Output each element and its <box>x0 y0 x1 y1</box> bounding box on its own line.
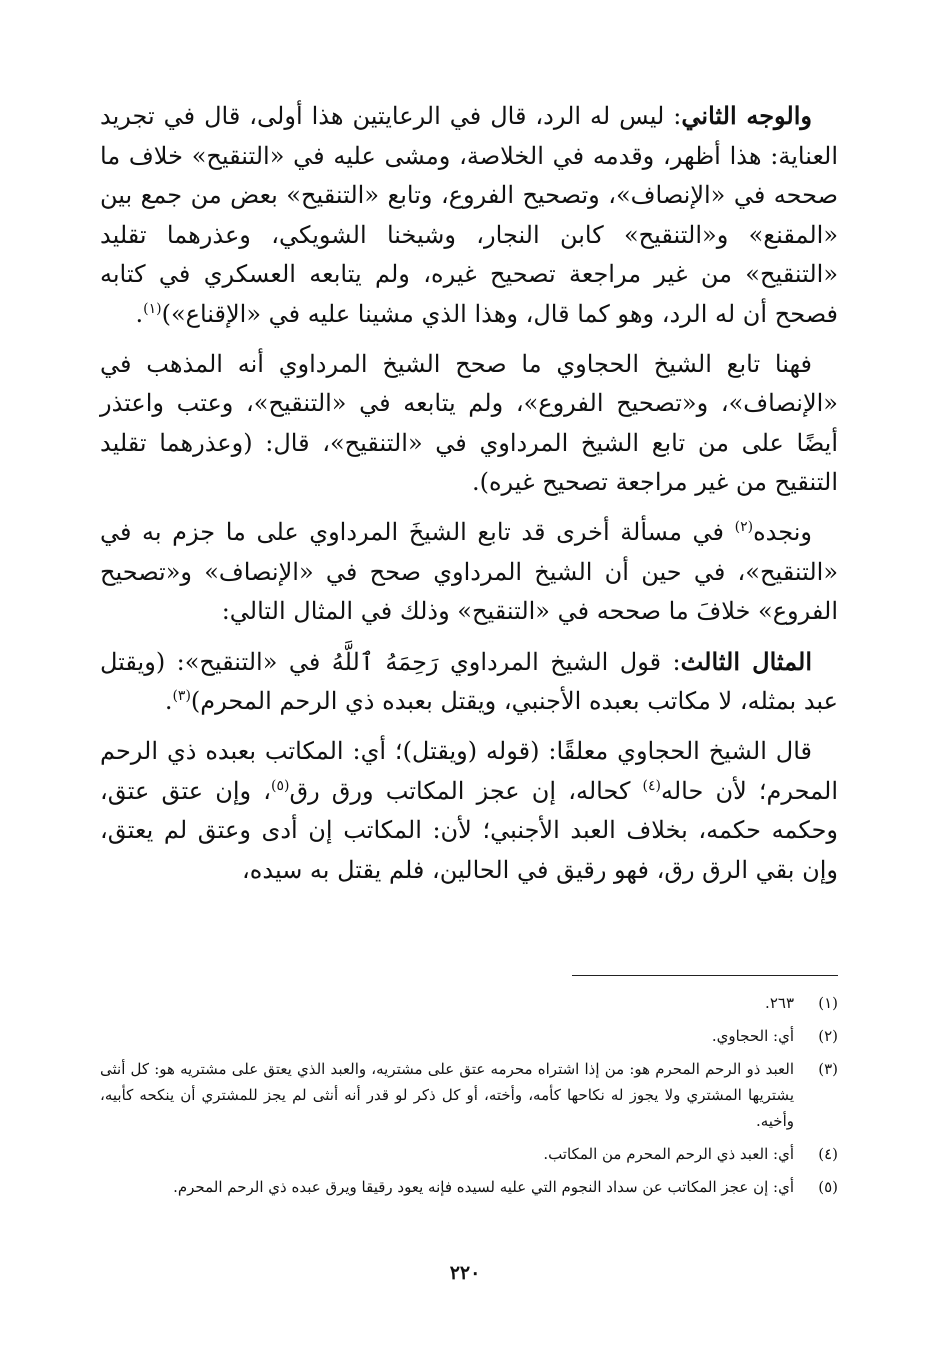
footnote-number: (٣) <box>818 1060 838 1078</box>
footnote-text: أي: إن عجز المكاتب عن سداد النجوم التي عليه لسيده فإنه يعود رقيقا ويرق عبده ذي الرحم المحرم. <box>173 1178 794 1196</box>
page-number: ٢٢٠ <box>449 1262 481 1284</box>
footnote-reference: (٣) <box>172 688 191 705</box>
paragraph-tail: . <box>135 299 144 328</box>
footnote-number: (٥) <box>818 1178 838 1196</box>
footnote-number: (١) <box>818 994 838 1012</box>
footnote-number: (٤) <box>818 1145 838 1163</box>
footnote-reference: (١) <box>143 300 162 317</box>
paragraph-3 <box>100 513 838 632</box>
paragraph-heading: المثال الثالث <box>680 646 812 676</box>
paragraph-text: : قول الشيخ المرداوي رَحِمَهُ ٱللَّهُ في «التنقيح»: (ويقتل عبد بمثله، لا مكاتب بعبده الأجنبي، ويقتل بعبده ذي الرحم المحرم) <box>100 647 838 716</box>
footnote <box>100 1174 838 1200</box>
paragraph-heading: والوجه الثاني <box>681 101 812 130</box>
footnote <box>100 1056 838 1134</box>
footnote <box>100 1141 838 1167</box>
footnotes <box>100 990 838 1207</box>
body-text <box>100 96 838 900</box>
paragraph-tail: في مسألة أخرى قد تابع الشيخَ المرداوي على ما جزم به في «التنقيح»، في حين أن الشيخ المرداوي صحح في «الإنصاف» و«تصحيح الفروع» خلافَ ما صححه في «التنقيح» وذلك في المثال التالي: <box>100 517 838 626</box>
paragraph-5 <box>100 732 838 890</box>
paragraph-tail: ، وإن عتق عتق، وحكمه حكمه، بخلاف العبد الأجنبي؛ لأن: المكاتب إن أدى وعتق لم يعتق، وإن بقي الرق رق، فهو رقيق في الحالين، فلم يقتل به سيده، <box>100 776 838 884</box>
footnote-number: (٢) <box>818 1027 838 1045</box>
paragraph-text: ونجده <box>753 517 812 546</box>
footnote-reference: (٤) <box>642 777 661 794</box>
footnote <box>100 1023 838 1049</box>
paragraph-4 <box>100 642 838 722</box>
footnote-text: أي: الحجاوي. <box>711 1027 794 1045</box>
footnote-text: ٢٦٣. <box>765 994 794 1012</box>
paragraph-text: : ليس له الرد، قال في الرعايتين هذا أولى، قال في تجريد العناية: هذا أظهر، وقدمه في الخلاصة، ومشى عليه في «التنقيح» خلاف ما صححه في «الإنصاف»، وتصحيح الفروع، وتابع «التنقيح» بعض من جمع بين «المقنع» و«التنقيح» كابن النجار، وشيخنا الشويكي، وعذرهما تقليد «التنقيح» من غير مراجعة تصحيح غيره، ولم يتابعه العسكري في كتابه فصحح أن له الرد، وهو كما قال، وهذا الذي مشينا عليه في «الإقناع») <box>100 102 839 328</box>
footnote-reference: (٥) <box>270 777 290 794</box>
paragraph-tail: كحاله، إن عجز المكاتب ورق رق <box>289 776 643 805</box>
paragraph-text: فهنا تابع الشيخ الحجاوي ما صحح الشيخ المرداوي أنه المذهب في «الإنصاف»، و«تصحيح الفروع»، ولم يتابعه في «التنقيح»، وعتب واعتذر أيضًا على من تابع الشيخ المرداوي في «التنقيح»، قال: (وعذرهما تقليد التنقيح من غير مراجعة تصحيح غيره). <box>100 349 838 497</box>
paragraph-1 <box>100 96 838 335</box>
paragraph-text: قال الشيخ الحجاوي معلقًا: (قوله (ويقتل)؛ أي: المكاتب بعبده ذي الرحم المحرم؛ لأن حاله <box>100 736 838 805</box>
paragraph-tail: . <box>164 687 173 716</box>
footnote <box>100 990 838 1016</box>
footnote-reference: (٢) <box>734 518 754 535</box>
paragraph-2 <box>100 345 838 503</box>
footnote-text: أي: العبد ذي الرحم المحرم من المكاتب. <box>543 1145 794 1163</box>
footnote-separator <box>572 975 838 976</box>
footnote-text: العبد ذو الرحم المحرم هو: من إذا اشتراه محرمه عتق على مشتريه، والعبد الذي يعتق على مشتريه هو: كل أنثى يشتريها المشتري ولا يجوز له نكاحها كأمه، وأخته، أو كل ذكر لو قدر أنه أنثى لم يجز للمشتري أن ينكحه كأبيه، وأخيه. <box>100 1060 794 1130</box>
